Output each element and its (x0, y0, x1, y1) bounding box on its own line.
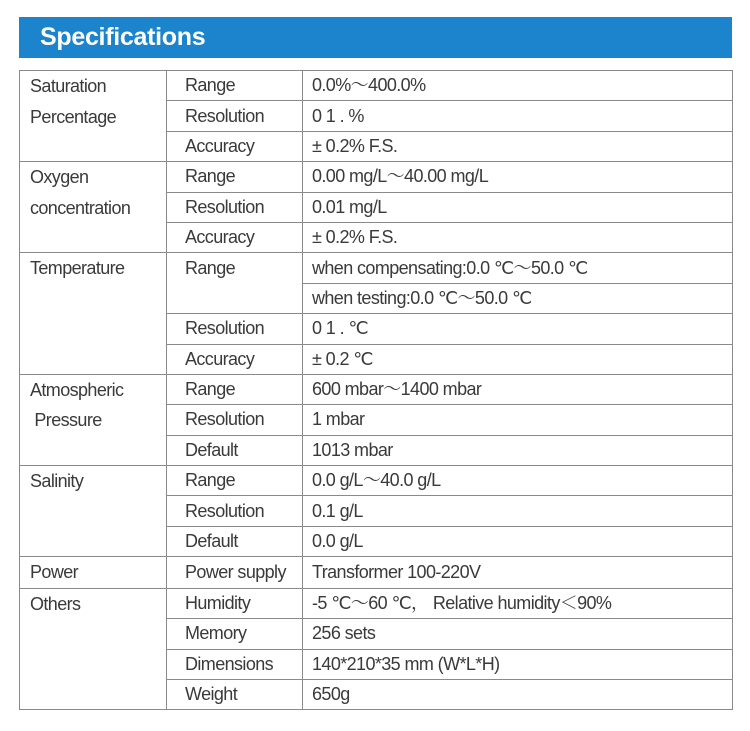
param-label: Resolution (167, 314, 303, 344)
table-row (20, 253, 733, 283)
table-row (20, 374, 733, 404)
spec-value: -5 ℃～60 ℃， Relative humidity＜90% (303, 588, 733, 618)
category-saturation-percentage (20, 71, 167, 162)
category-label: Power (30, 562, 79, 583)
specifications-header (19, 17, 732, 58)
spec-value: 650g (303, 679, 733, 709)
param-label: Range (167, 253, 303, 283)
param-label: Resolution (167, 101, 303, 131)
param-label: Range (167, 71, 303, 101)
param-label: Accuracy (167, 222, 303, 252)
spec-value: 0.00 mg/L～40.00 mg/L (303, 162, 733, 192)
category-label: Others (30, 593, 81, 614)
category-label: Pressure (30, 410, 102, 431)
spec-value: 0.01 mg/L (303, 192, 733, 222)
spec-value: when testing:0.0 ℃～50.0 ℃ (303, 283, 733, 313)
spec-value: 0.0 g/L～40.0 g/L (303, 466, 733, 496)
param-label: Accuracy (167, 131, 303, 161)
category-label: concentration (30, 197, 131, 218)
param-label: Range (167, 466, 303, 496)
spec-value: 256 sets (303, 619, 733, 649)
spec-value: 1013 mbar (303, 435, 733, 465)
category-atmospheric-pressure (20, 374, 167, 465)
table-row (20, 162, 733, 192)
table-row (20, 71, 733, 101)
category-temperature (20, 253, 167, 375)
spec-value: Transformer 100-220V (303, 557, 733, 589)
param-label: Resolution (167, 192, 303, 222)
param-label: Range (167, 374, 303, 404)
category-oxygen-concentration (20, 162, 167, 253)
category-salinity (20, 466, 167, 557)
category-others (20, 588, 167, 710)
category-label: Salinity (30, 471, 84, 492)
param-label: Weight (167, 679, 303, 709)
category-label: Percentage (30, 106, 117, 127)
specifications-table (19, 70, 733, 710)
spec-value: ± 0.2 ℃ (303, 344, 733, 374)
spec-value: 600 mbar～1400 mbar (303, 374, 733, 404)
table-row (20, 466, 733, 496)
category-label: Atmospheric (30, 379, 124, 400)
spec-value: ± 0.2% F.S. (303, 222, 733, 252)
category-label: Saturation (30, 76, 107, 96)
spec-value: 0.0%～400.0% (303, 71, 733, 101)
param-label: Accuracy (167, 344, 303, 374)
param-label: Humidity (167, 588, 303, 618)
category-label: Temperature (30, 258, 125, 279)
param-label: Memory (167, 619, 303, 649)
spec-value: when compensating:0.0 ℃～50.0 ℃ (303, 253, 733, 283)
param-label: Resolution (167, 405, 303, 435)
spec-value: 0 1 . % (303, 101, 733, 131)
category-label: Oxygen (30, 167, 89, 188)
spec-value: 0.0 g/L (303, 526, 733, 556)
param-label: Dimensions (167, 649, 303, 679)
page-title: Specifications (40, 23, 206, 51)
spec-value: 0 1 . ℃ (303, 314, 733, 344)
spec-value: 140*210*35 mm (W*L*H) (303, 649, 733, 679)
spec-value: 0.1 g/L (303, 496, 733, 526)
param-label: Range (167, 162, 303, 192)
param-label: Power supply (167, 557, 303, 589)
param-label: Default (167, 435, 303, 465)
table-row (20, 557, 733, 589)
param-label: Resolution (167, 496, 303, 526)
table-row (20, 588, 733, 618)
param-label: Default (167, 526, 303, 556)
spec-value: 1 mbar (303, 405, 733, 435)
category-power (20, 557, 167, 589)
spec-value: ± 0.2% F.S. (303, 131, 733, 161)
param-label (167, 283, 303, 313)
